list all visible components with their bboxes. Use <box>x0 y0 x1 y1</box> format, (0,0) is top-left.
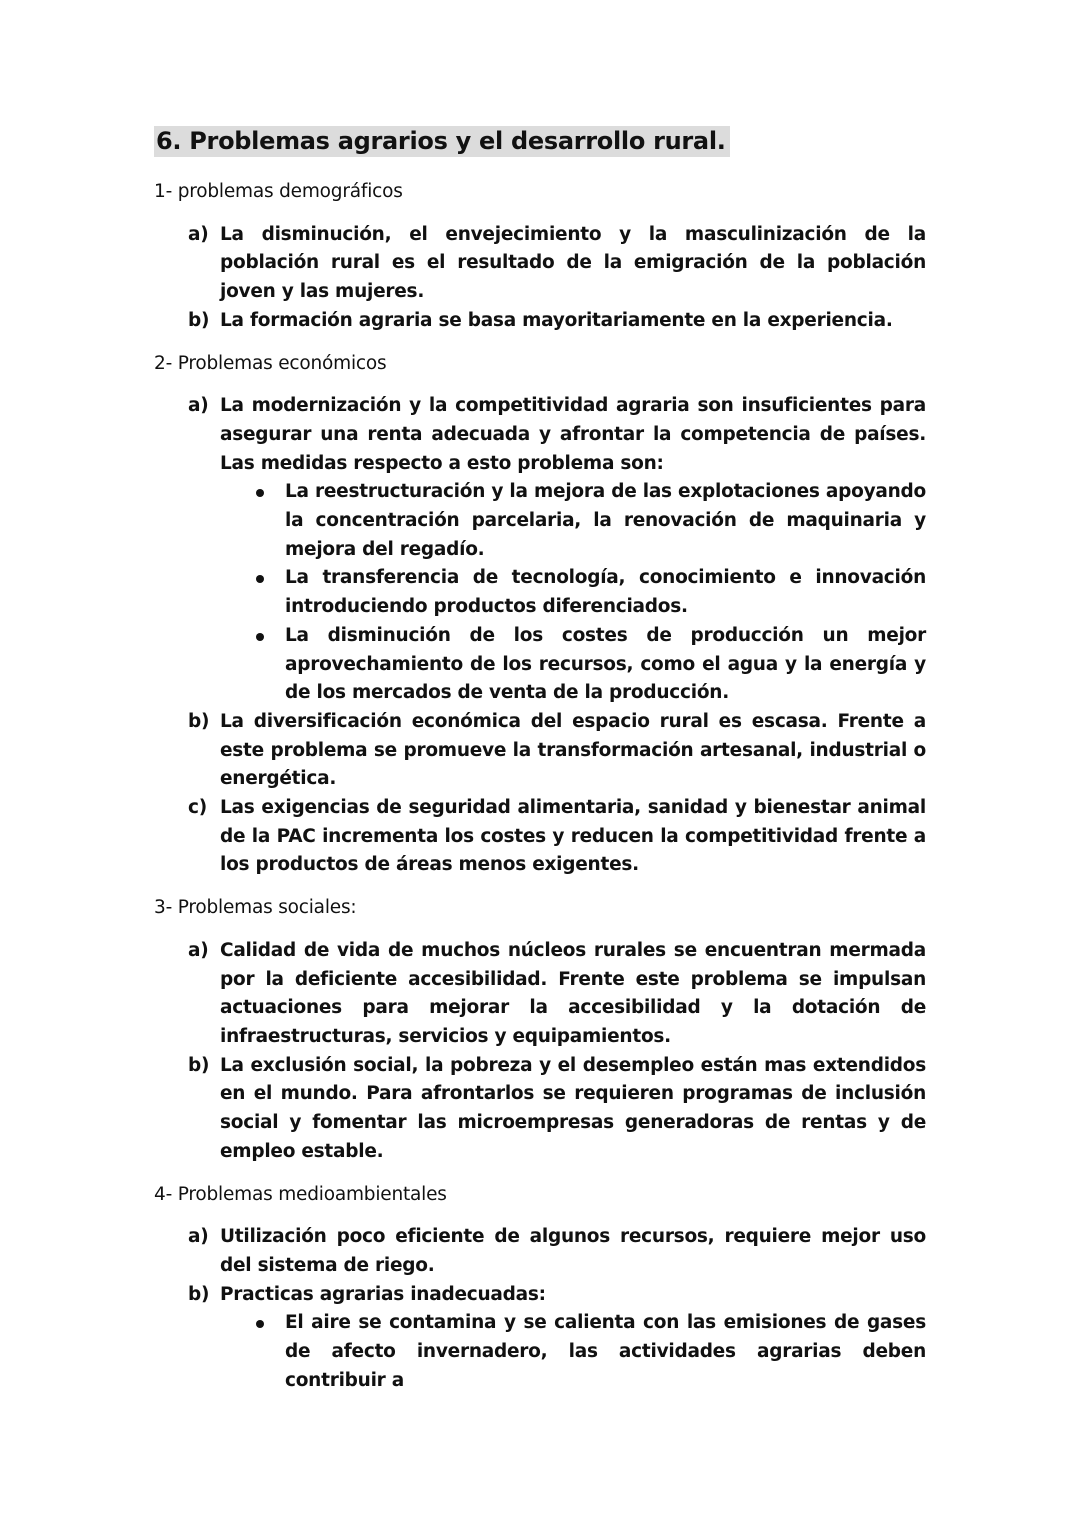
section-heading: 2- Problemas económicos <box>154 352 387 374</box>
item-text: La exclusión social, la pobreza y el desempleo están mas extendidos en el mundo. Para afrontarlos se requieren programas de inclusión social y fomentar las microempresas generadoras de rentas y de empleo estable. <box>220 1054 926 1162</box>
bullet-list <box>220 478 926 708</box>
list-item <box>154 1223 926 1280</box>
section-social <box>154 894 926 1166</box>
section-heading: 1- problemas demográficos <box>154 181 403 202</box>
bullet-text: La disminución de los costes de producción un mejor aprovechamiento de los recursos, como el agua y la energía y de los mercados de venta de la producción. <box>285 624 926 704</box>
list-item <box>154 937 926 1052</box>
item-marker: a) <box>188 223 209 245</box>
item-text: Practicas agrarias inadecuadas: <box>220 1283 546 1305</box>
list-item <box>154 1281 926 1396</box>
item-list <box>154 221 926 336</box>
section-demographic <box>154 178 926 336</box>
list-item <box>154 221 926 307</box>
item-list <box>154 392 926 880</box>
bullet-item <box>220 1309 926 1395</box>
bullet-icon <box>256 575 264 583</box>
list-item <box>154 1052 926 1167</box>
item-list <box>154 937 926 1167</box>
item-marker: b) <box>188 309 210 331</box>
item-text: Utilización poco eficiente de algunos recursos, requiere mejor uso del sistema de riego. <box>220 1226 926 1276</box>
item-marker: a) <box>188 1226 209 1248</box>
bullet-text: La transferencia de tecnología, conocimiento e innovación introduciendo productos diferenciados. <box>285 567 926 618</box>
item-text: Las exigencias de seguridad alimentaria, sanidad y bienestar animal de la PAC incrementa los costes y reducen la competitividad frente a los productos de áreas menos exigentes. <box>220 797 926 876</box>
bullet-icon <box>256 1320 264 1328</box>
document-body <box>154 178 926 1395</box>
bullet-list <box>220 1309 926 1395</box>
item-text: La formación agraria se basa mayoritariamente en la experiencia. <box>220 309 893 331</box>
item-marker: c) <box>188 797 207 819</box>
section-environmental <box>154 1181 926 1396</box>
item-marker: b) <box>188 710 210 732</box>
list-item <box>154 392 926 708</box>
item-text: La diversificación económica del espacio rural es escasa. Frente a este problema se promueve la transformación artesanal, industrial o energética. <box>220 710 926 790</box>
item-marker: b) <box>188 1283 210 1305</box>
item-list <box>154 1223 926 1395</box>
bullet-item <box>220 622 926 708</box>
item-text: La modernización y la competitividad agraria son insuficientes para asegurar una renta adecuada y afrontar la competencia de países. Las medidas respecto a esto problema son: <box>220 395 926 474</box>
section-heading: 4- Problemas medioambientales <box>154 1183 447 1205</box>
list-item <box>154 708 926 794</box>
bullet-text: La reestructuración y la mejora de las explotaciones apoyando la concentración parcelaria, la renovación de maquinaria y mejora del regadío. <box>285 481 926 560</box>
bullet-icon <box>256 633 264 641</box>
item-marker: a) <box>188 395 209 417</box>
page-title: 6. Problemas agrarios y el desarrollo rural. <box>154 126 730 157</box>
item-marker: b) <box>188 1054 210 1076</box>
section-economic <box>154 350 926 881</box>
item-text: Calidad de vida de muchos núcleos rurales se encuentran mermada por la deficiente accesibilidad. Frente este problema se impulsan actuaciones para mejorar la accesibilidad y la dotación de infraestructuras, servicios y equipamientos. <box>220 939 926 1047</box>
bullet-icon <box>256 489 264 497</box>
bullet-item <box>220 564 926 621</box>
item-marker: a) <box>188 939 209 961</box>
list-item <box>154 794 926 880</box>
bullet-text: El aire se contamina y se calienta con las emisiones de gases de afecto invernadero, las actividades agrarias deben contribuir a <box>285 1312 926 1391</box>
section-heading: 3- Problemas sociales: <box>154 897 357 919</box>
list-item <box>154 307 926 336</box>
bullet-item <box>220 478 926 564</box>
item-text: La disminución, el envejecimiento y la masculinización de la población rural es el resultado de la emigración de la población joven y las mujeres. <box>220 223 926 303</box>
